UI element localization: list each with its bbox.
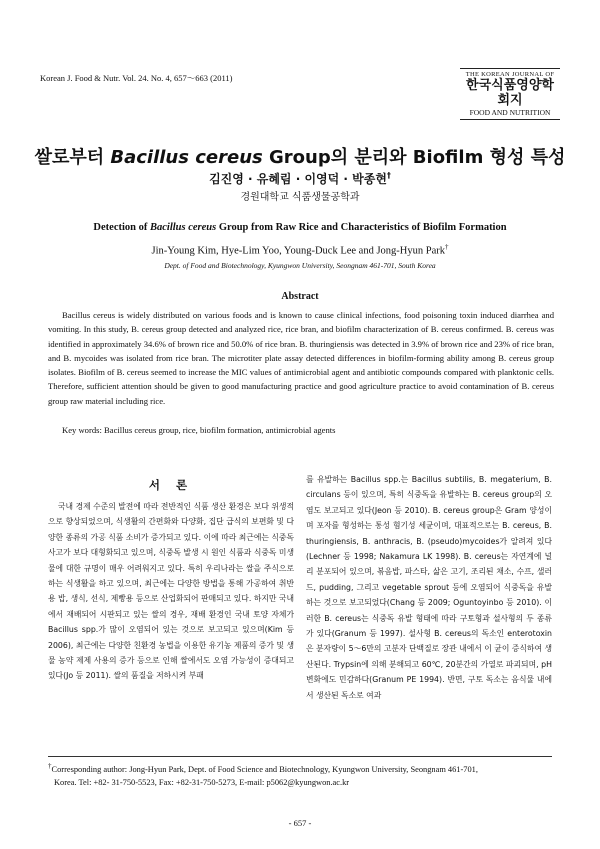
keywords-list: Bacillus cereus group, rice, biofilm formation, antimicrobial agents bbox=[104, 425, 336, 435]
title-english-pre: Detection of bbox=[93, 222, 150, 233]
authors-english bbox=[0, 243, 600, 257]
title-korean-post: Group의 분리와 Biofilm 형성 특성 bbox=[262, 147, 566, 168]
footnote-mark: † bbox=[48, 762, 52, 770]
title-english bbox=[0, 222, 600, 233]
abstract-heading: Abstract bbox=[281, 291, 319, 302]
footnote-line-2: Korea. Tel: +82- 31-750-5523, Fax: +82-31-750-5273, E-mail: p5062@kyungwon.ac.kr bbox=[54, 778, 350, 788]
title-korean-pre: 쌀로부터 bbox=[34, 147, 111, 168]
authors-english-names: Jin-Young Kim, Hye-Lim Yoo, Young-Duck Lee and Jong-Hyun Park bbox=[151, 245, 446, 257]
authors-korean bbox=[0, 170, 600, 187]
corresponding-mark-en: † bbox=[445, 243, 449, 251]
footnote-line-1 bbox=[48, 760, 558, 776]
journal-logo-top: THE KOREAN JOURNAL OF bbox=[460, 68, 560, 78]
footnote bbox=[48, 760, 558, 790]
title-english-species: Bacillus cereus bbox=[149, 222, 217, 233]
journal-logo-english: FOOD AND NUTRITION bbox=[460, 108, 560, 120]
introduction-left-column: 국내 경제 수준의 발전에 따라 전반적인 식품 생산 환경은 보다 위생적으로 향상되었으며, 식생활의 간편화와 다양화, 집단 급식의 보편화 및 다양한 종류의 가공 식품 소비가 증가되고 있다. 이에 따라 최근에는 식중독 사고가 보다 대형화되고 있으며, 식중독 발생 시 원인 식품과 식중독 미생물에 대한 규명이 매우 어려워지고 있다. 특히 우리나라는 쌀을 주식으로 하는 식생활을 하고 있으며, 최근에는 다양한 방법을 통해 가공하여 취반용 밥, 생식, 선식, 제빵용 등으로 산업화되어 판매되고 있다. 하지만 국내에서 재배되어 시판되고 있는 쌀의 경우, 재배 환경인 국내 토양 자체가 Bacillus spp.가 많이 오염되어 있는 것으로 보고되고 있으며(Kim 등 2006), 최근에는 다양한 친환경 농법을 이용한 유기농 제품의 증가 및 생물 농약 제제 사용의 증가 등으로 인해 쌀에서도 오염 가능성이 증대되고 있다(Jo 등 2011). 쌀의 품질을 저하시켜 부패 bbox=[48, 502, 294, 681]
title-korean-species: Bacillus cereus bbox=[110, 147, 263, 168]
journal-logo-korean: 한국식품영양학회지 bbox=[466, 78, 554, 108]
keywords bbox=[62, 425, 552, 435]
abstract-body: Bacillus cereus is widely distributed on various foods and is known to cause clinical infections, food poisoning toxin induced diarrhea and vomiting. In this study, B. cereus group detected and analyzed rice, rice bran, and biofilm characterization of B. cereus confirmed. B. cereus was identified in approximately 34.6% of brown rice and 50.0% of rice bran. B. thuringiensis was detected in 3.9% of brown rice and 23% of rice bran, and B. mycoides was isolated from rice bran. The microtiter plate assay detected differences in biofilm-forming ability among B. cereus group isolates. Biofilm of B. cereus seemed to increase the MIC values of antimicrobial agent and antibiotic compounds compared with planktonic cells. Therefore, sufficient attention should be given to good manufacturing practice and good agriculture practice to avoid contamination of B. cereus group raw material including rice. bbox=[48, 310, 554, 406]
footnote-divider bbox=[48, 756, 552, 757]
title-english-post: Group from Raw Rice and Characteristics of Biofilm Formation bbox=[216, 222, 507, 233]
keywords-label: Key words: bbox=[62, 425, 102, 435]
journal-citation: Korean J. Food & Nutr. Vol. 24. No. 4, 657～663 (2011) bbox=[40, 73, 233, 83]
page-number: - 657 - bbox=[288, 818, 312, 828]
title-korean bbox=[0, 143, 600, 169]
affiliation-english: Dept. of Food and Biotechnology, Kyungwon University, Seongnam 461-701, South Korea bbox=[164, 261, 436, 270]
corresponding-mark: † bbox=[386, 171, 391, 180]
authors-korean-names: 김진영 · 유혜림 · 이영덕 · 박종현 bbox=[209, 172, 387, 186]
introduction-right-column: 를 유발하는 Bacillus spp.는 Bacillus subtilis, B. megaterium, B. circulans 등이 있으며, 특히 식중독을 유발하는 B. cereus group의 오염도 보고되고 있다(Jeon 등 2010). B. cereus group은 Gram 양성이며 포자를 형성하는 통성 혐기성 세균이며, 대표적으로는 B. cereus, B. thuringiensis, B. anthracis, B. (pseudo)mycoides가 알려져 있다(Lechner 등 1998; Nakamura LK 1998). B. cereus는 자연계에 널리 분포되어 있으며, 볶음밥, 파스타, 삶은 고기, 조리된 채소, 수프, 샐러드, pudding, 그리고 vegetable sprout 등에 오염되어 식중독을 유발하는 것으로 보고되었다(Chang 등 2009; Oguntoyinbo 등 2010). 이러한 B. cereus는 식중독 유발 형태에 따라 구토형과 설사형의 두 종류가 있다(Granum 등 1997). 설사형 B. cereus의 독소인 enterotoxin은 분자량이 5～6만의 고분자 단백질로 장관 내에서 이 균이 증식하여 생산된다. Trypsin에 의해 분해되고 60℃, 20분간의 가열로 파괴되며, pH 변화에도 민감하다(Granum PE 1994). 반면, 구토 독소는 음식물 내에서 생산된 독소로 여과 bbox=[306, 475, 552, 700]
affiliation-korean: 경원대학교 식품생물공학과 bbox=[240, 192, 360, 203]
footnote-line-1-text: Corresponding author: Jong-Hyun Park, Dept. of Food Science and Biotechnology, Kyungwon University, Seongnam 461-701, bbox=[51, 764, 478, 774]
section-heading-introduction: 서 론 bbox=[148, 478, 194, 492]
journal-logo bbox=[460, 68, 560, 120]
